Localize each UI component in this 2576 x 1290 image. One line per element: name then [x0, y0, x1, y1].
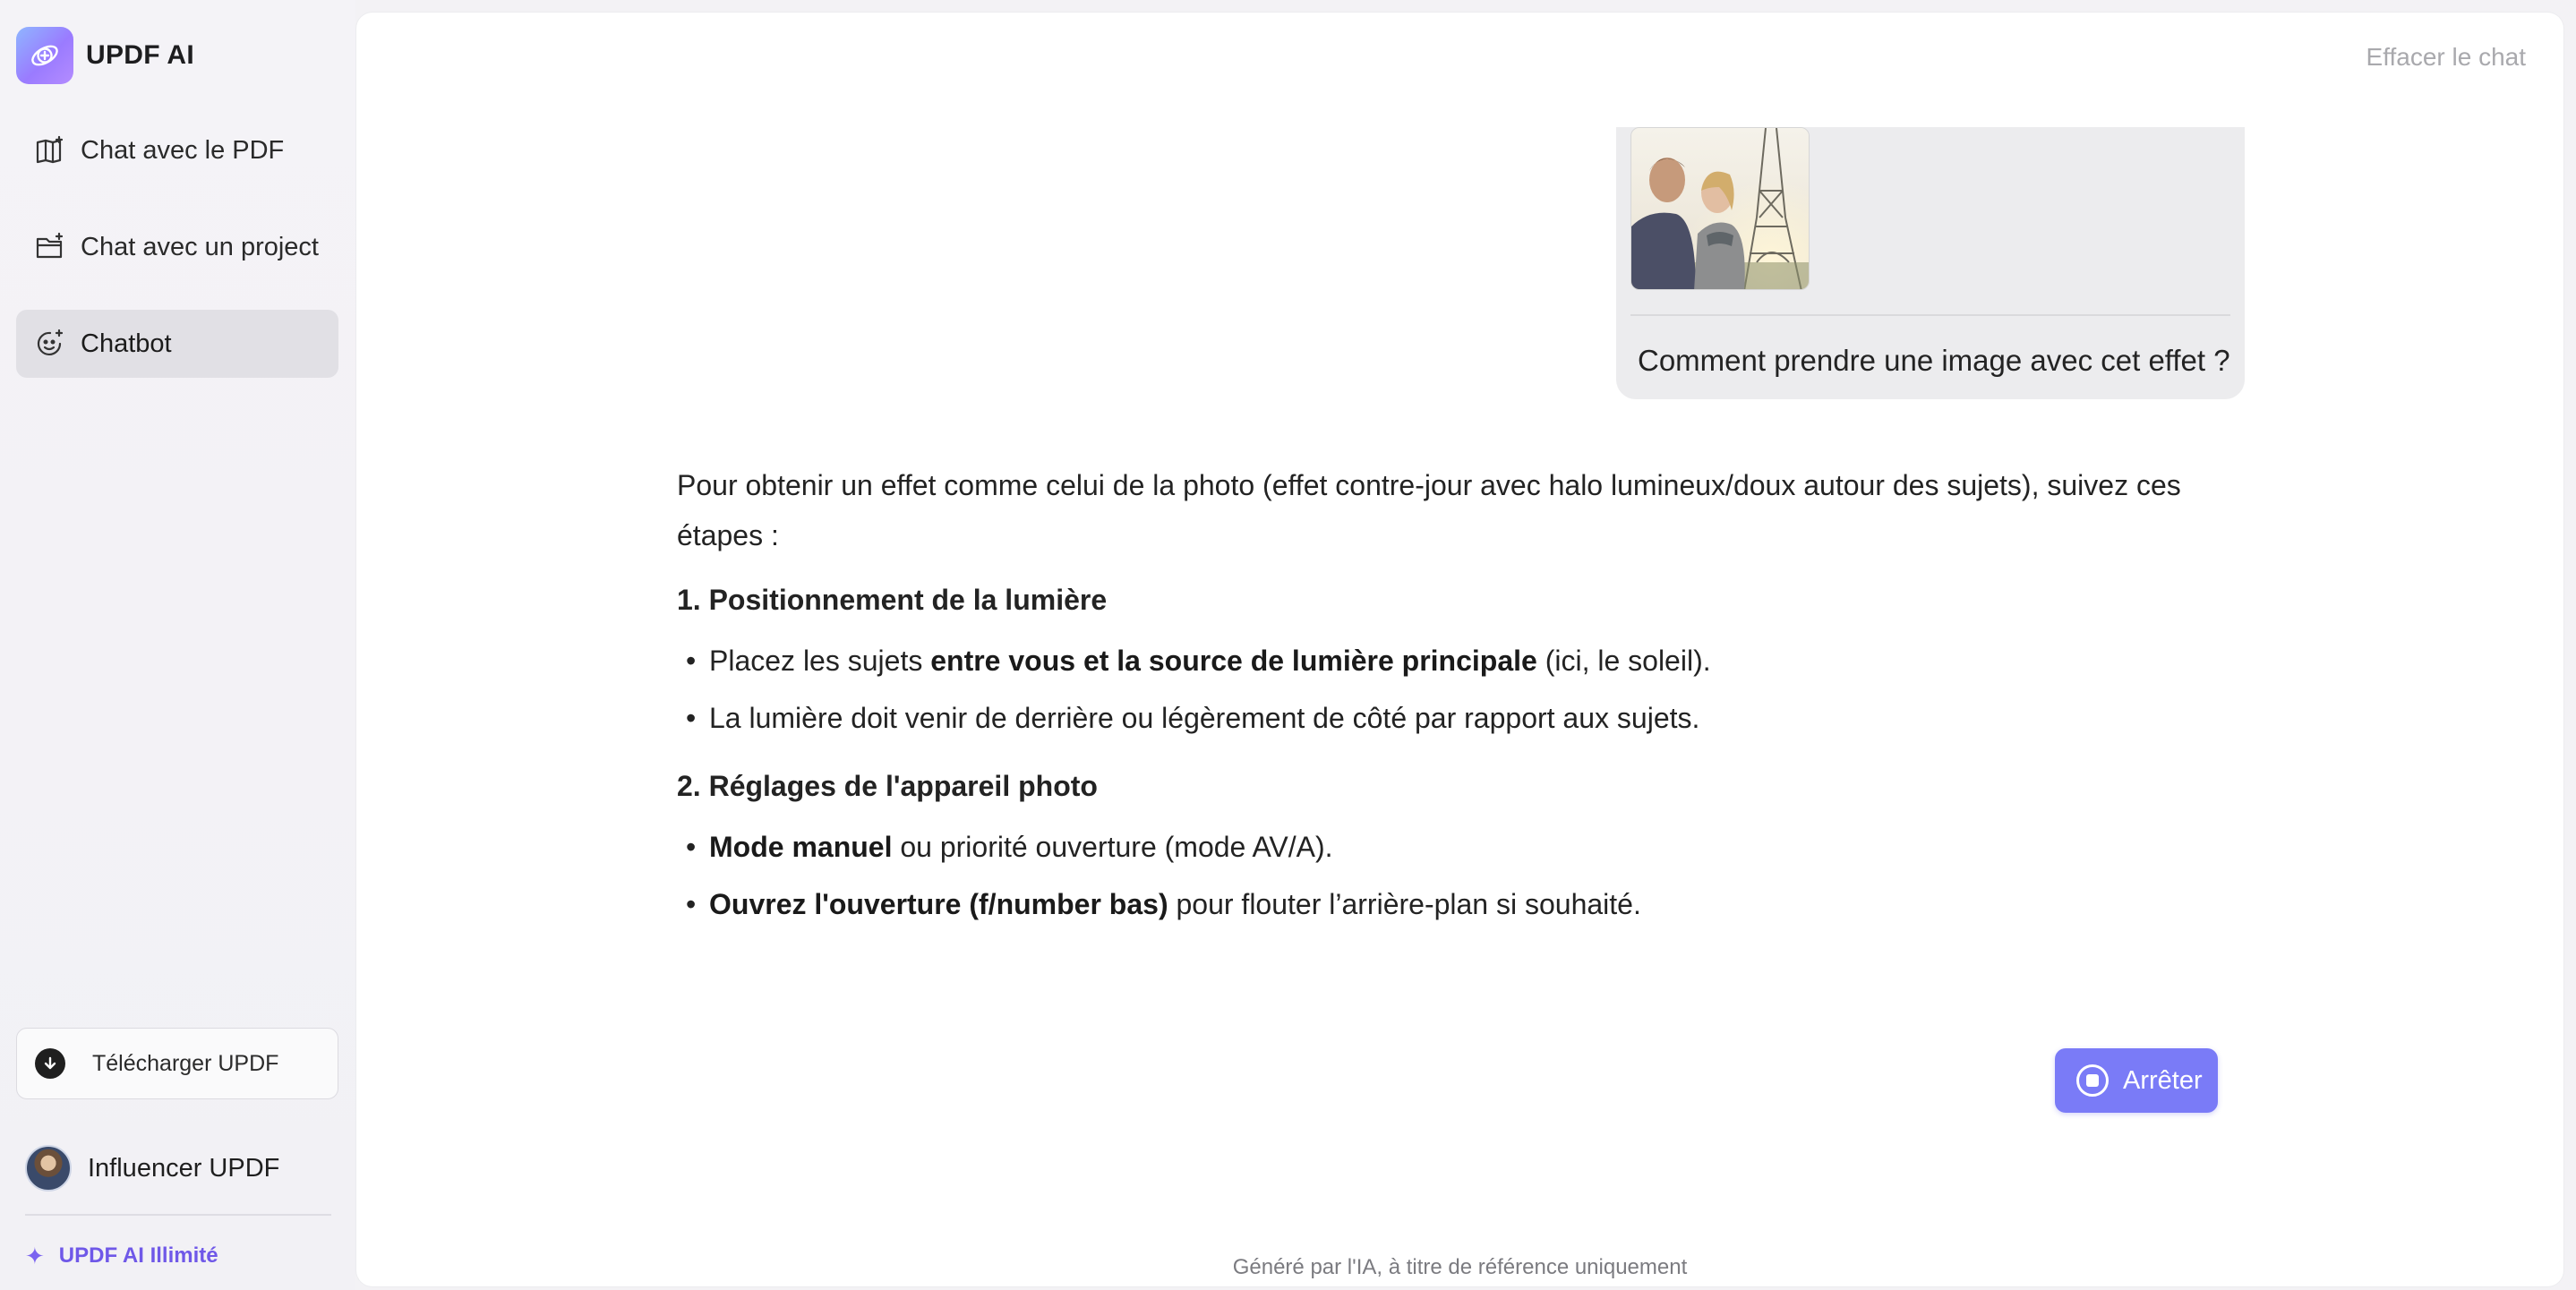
user-message-bubble [1616, 127, 2245, 399]
download-updf-button[interactable] [16, 1028, 338, 1099]
answer-section-title: 1. Positionnement de la lumière [677, 584, 1108, 616]
download-icon [35, 1048, 65, 1079]
sidebar-item-label: Chat avec un project [81, 232, 319, 261]
attached-image[interactable] [1630, 127, 1810, 290]
sparkle-icon: ✦ [25, 1242, 45, 1269]
list-item: • Ouvrez l'ouverture (f/number bas) pour flouter l’arrière-plan si souhaité. [677, 876, 2253, 933]
list-item: • La lumière doit venir de derrière ou légèrement de côté par rapport aux sujets. [677, 689, 2253, 747]
answer-list [677, 632, 2253, 747]
ai-disclaimer: Généré par l'IA, à titre de référence uniquement [1232, 1255, 1688, 1279]
answer-intro: Pour obtenir un effet comme celui de la photo (effet contre-jour avec halo lumineux/doux autour des sujets), suivez ces étapes : [677, 469, 2181, 551]
sidebar [0, 0, 355, 1290]
sidebar-item-label: Chat avec le PDF [81, 135, 285, 165]
list-item: • Placez les sujets entre vous et la source de lumière principale (ici, le soleil). [677, 632, 2253, 689]
bubble-divider [1630, 314, 2230, 316]
user-message-text: Comment prendre une image avec cet effet ? [1638, 344, 2230, 377]
upgrade-link[interactable] [25, 1241, 218, 1271]
avatar [25, 1145, 72, 1192]
user-profile[interactable] [25, 1145, 279, 1192]
download-label: Télécharger UPDF [92, 1050, 279, 1076]
chatbot-icon [34, 328, 66, 360]
chat-panel [356, 13, 2563, 1286]
answer-list [677, 818, 2253, 933]
stop-generation-button[interactable] [2055, 1048, 2218, 1113]
app-name: UPDF AI [86, 40, 194, 70]
answer-section-title: 2. Réglages de l'appareil photo [677, 770, 1098, 802]
brand[interactable] [16, 27, 194, 84]
stop-icon [2076, 1064, 2109, 1097]
sidebar-item-chat-pdf[interactable] [16, 116, 338, 184]
assistant-response [677, 460, 2253, 933]
list-item: • Mode manuel ou priorité ouverture (mode AV/A). [677, 818, 2253, 876]
sidebar-item-chatbot[interactable] [16, 310, 338, 378]
divider [25, 1214, 331, 1216]
folder-chat-icon [34, 231, 66, 263]
stop-label: Arrêter [2123, 1065, 2203, 1095]
clear-chat-button[interactable]: Effacer le chat [2366, 43, 2526, 71]
pdf-chat-icon [34, 134, 66, 167]
sidebar-item-chat-project[interactable] [16, 213, 338, 281]
updf-ai-logo-icon [16, 27, 73, 84]
upgrade-label: UPDF AI Illimité [58, 1243, 218, 1268]
sidebar-item-label: Chatbot [81, 329, 172, 358]
user-name: Influencer UPDF [88, 1153, 280, 1183]
